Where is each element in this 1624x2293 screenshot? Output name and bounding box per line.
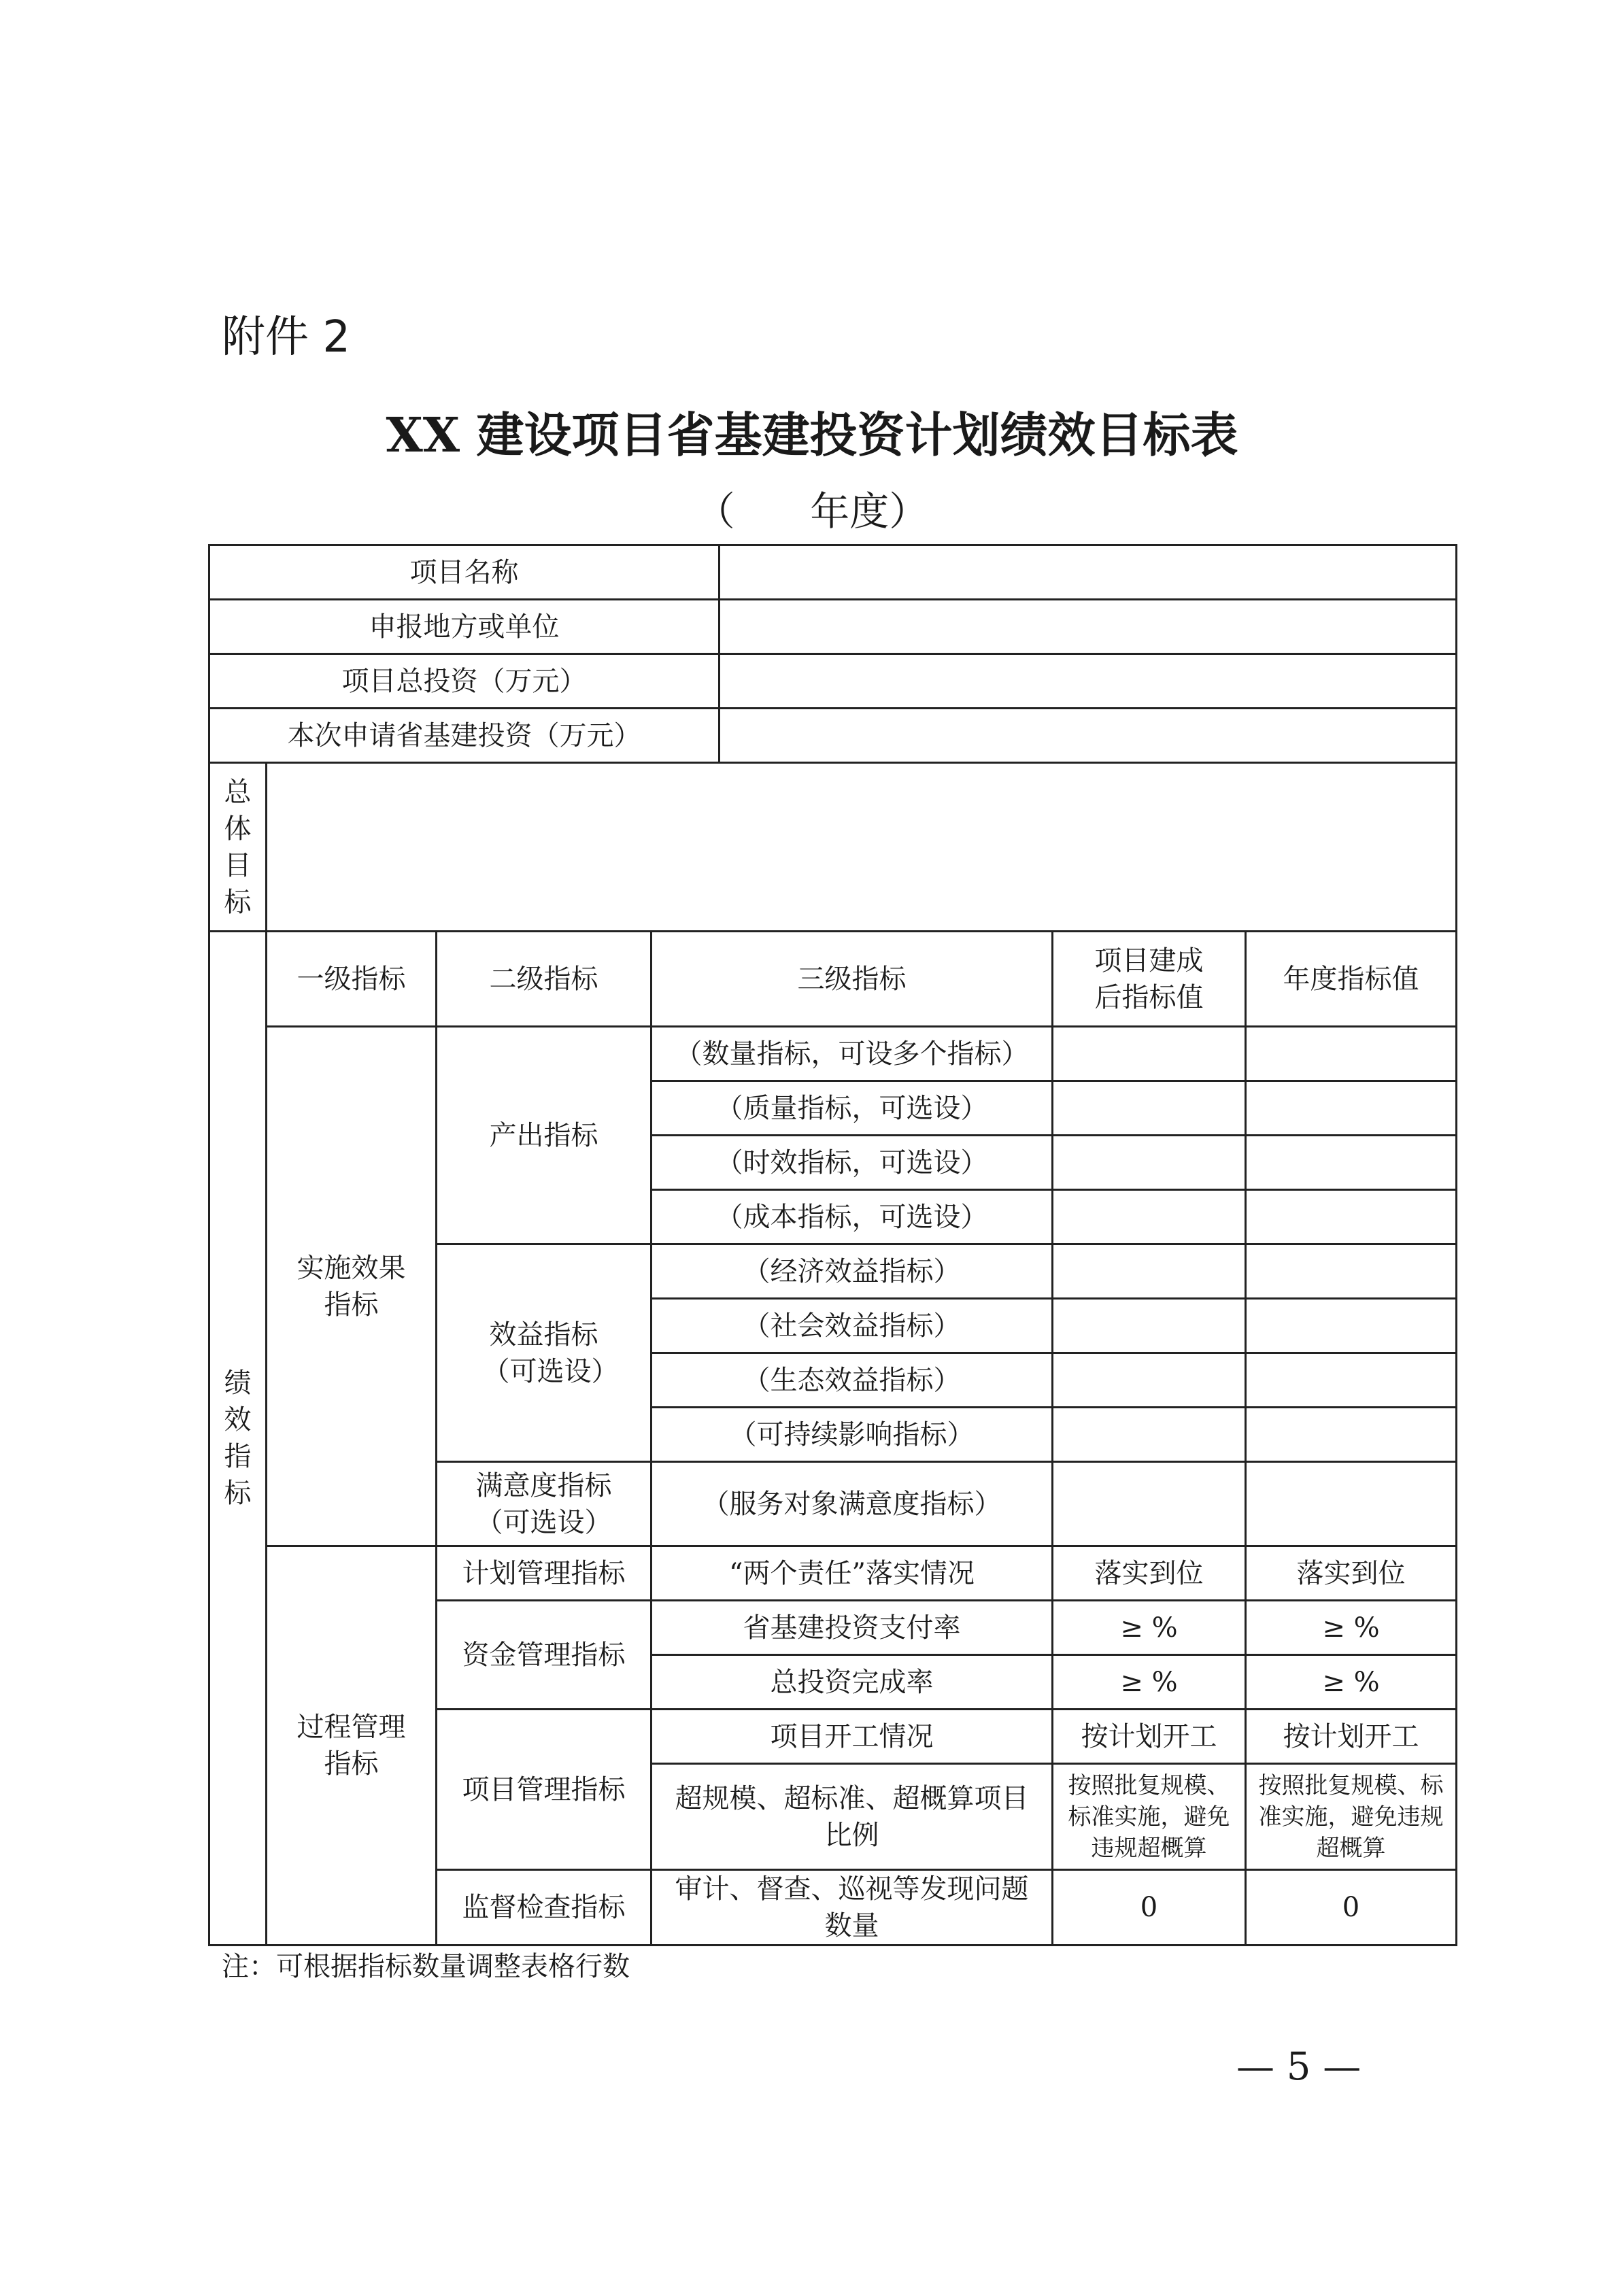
level2-supervision: 监督检查指标 (437, 1870, 652, 1946)
after-value-cell[interactable] (1053, 1408, 1246, 1462)
annual-value-cell[interactable]: 按计划开工 (1246, 1710, 1457, 1764)
level3-cell: （时效指标，可选设） (652, 1136, 1053, 1190)
performance-indicator-label: 绩效指标 (209, 932, 267, 1946)
level3-cell: 超规模、超标准、超概算项目比例 (652, 1764, 1053, 1870)
indicator-header-row (209, 932, 1457, 1027)
attachment-label: 附件 2 (222, 312, 351, 362)
annual-value-cell[interactable] (1246, 1190, 1457, 1244)
header-level2: 二级指标 (437, 932, 652, 1027)
annual-value-cell[interactable] (1246, 1353, 1457, 1408)
annual-value-cell[interactable] (1246, 1408, 1457, 1462)
after-value-cell[interactable] (1053, 1299, 1246, 1353)
header-level3: 三级指标 (652, 932, 1053, 1027)
annual-value-cell[interactable]: 0 (1246, 1870, 1457, 1946)
level3-cell: （数量指标，可设多个指标） (652, 1027, 1053, 1081)
level2-project: 项目管理指标 (437, 1710, 652, 1870)
annual-value-cell[interactable]: 落实到位 (1246, 1546, 1457, 1601)
annual-value-cell[interactable] (1246, 1299, 1457, 1353)
level2-benefit: 效益指标（可选设） (437, 1244, 652, 1462)
annual-value-cell[interactable] (1246, 1081, 1457, 1136)
info-value[interactable] (720, 545, 1457, 600)
level1-process: 过程管理指标 (267, 1546, 437, 1946)
level3-cell: 审计、督查、巡视等发现问题数量 (652, 1870, 1053, 1946)
level3-cell: （经济效益指标） (652, 1244, 1053, 1299)
level3-cell: （服务对象满意度指标） (652, 1462, 1053, 1546)
header-annual: 年度指标值 (1246, 932, 1457, 1027)
document-title: XX 建设项目省基建投资计划绩效目标表 (386, 407, 1238, 463)
annual-value-cell[interactable] (1246, 1462, 1457, 1546)
after-value-cell[interactable]: 按照批复规模、标准实施，避免违规超概算 (1053, 1764, 1246, 1870)
info-row-applicant (209, 600, 1457, 654)
level3-cell: 总投资完成率 (652, 1655, 1053, 1710)
year-line: （ 年度） (695, 488, 929, 534)
page-number: — 5 — (1236, 2045, 1361, 2089)
annual-value-cell[interactable] (1246, 1244, 1457, 1299)
after-value-cell[interactable] (1053, 1081, 1246, 1136)
after-value-cell[interactable] (1053, 1462, 1246, 1546)
level3-cell: “两个责任”落实情况 (652, 1546, 1053, 1601)
level2-output: 产出指标 (437, 1027, 652, 1244)
level3-cell: （生态效益指标） (652, 1353, 1053, 1408)
after-value-cell[interactable] (1053, 1190, 1246, 1244)
level2-plan: 计划管理指标 (437, 1546, 652, 1601)
after-value-cell[interactable]: 0 (1053, 1870, 1246, 1946)
overall-goal-label: 总体目标 (209, 763, 267, 932)
annual-value-cell[interactable] (1246, 1136, 1457, 1190)
after-value-cell[interactable] (1053, 1244, 1246, 1299)
annual-value-cell[interactable]: ≥ % (1246, 1655, 1457, 1710)
info-label: 项目总投资（万元） (209, 654, 720, 709)
level2-funds: 资金管理指标 (437, 1601, 652, 1710)
overall-goal-row (209, 763, 1457, 932)
info-label: 项目名称 (209, 545, 720, 600)
after-value-cell[interactable]: ≥ % (1053, 1655, 1246, 1710)
info-row-total-investment (209, 654, 1457, 709)
info-label: 申报地方或单位 (209, 600, 720, 654)
table-row (209, 1027, 1457, 1081)
level3-cell: （社会效益指标） (652, 1299, 1053, 1353)
level3-cell: （可持续影响指标） (652, 1408, 1053, 1462)
annual-value-cell[interactable]: ≥ % (1246, 1601, 1457, 1655)
info-value[interactable] (720, 709, 1457, 763)
info-row-provincial-investment (209, 709, 1457, 763)
level3-cell: （成本指标，可选设） (652, 1190, 1053, 1244)
annual-value-cell[interactable]: 按照批复规模、标准实施，避免违规超概算 (1246, 1764, 1457, 1870)
header-after-completion: 项目建成后指标值 (1053, 932, 1246, 1027)
performance-target-table (208, 544, 1457, 1946)
header-level1: 一级指标 (267, 932, 437, 1027)
overall-goal-value[interactable] (267, 763, 1457, 932)
after-value-cell[interactable]: 按计划开工 (1053, 1710, 1246, 1764)
after-value-cell[interactable]: ≥ % (1053, 1601, 1246, 1655)
info-row-project-name (209, 545, 1457, 600)
info-value[interactable] (720, 654, 1457, 709)
after-value-cell[interactable]: 落实到位 (1053, 1546, 1246, 1601)
annual-value-cell[interactable] (1246, 1027, 1457, 1081)
after-value-cell[interactable] (1053, 1027, 1246, 1081)
level3-cell: （质量指标，可选设） (652, 1081, 1053, 1136)
level3-cell: 项目开工情况 (652, 1710, 1053, 1764)
table-row (209, 1546, 1457, 1601)
after-value-cell[interactable] (1053, 1136, 1246, 1190)
after-value-cell[interactable] (1053, 1353, 1246, 1408)
table-note: 注：可根据指标数量调整表格行数 (222, 1951, 630, 1982)
level3-cell: 省基建投资支付率 (652, 1601, 1053, 1655)
level2-satisfaction: 满意度指标（可选设） (437, 1462, 652, 1546)
info-value[interactable] (720, 600, 1457, 654)
info-label: 本次申请省基建投资（万元） (209, 709, 720, 763)
level1-implementation: 实施效果指标 (267, 1027, 437, 1546)
